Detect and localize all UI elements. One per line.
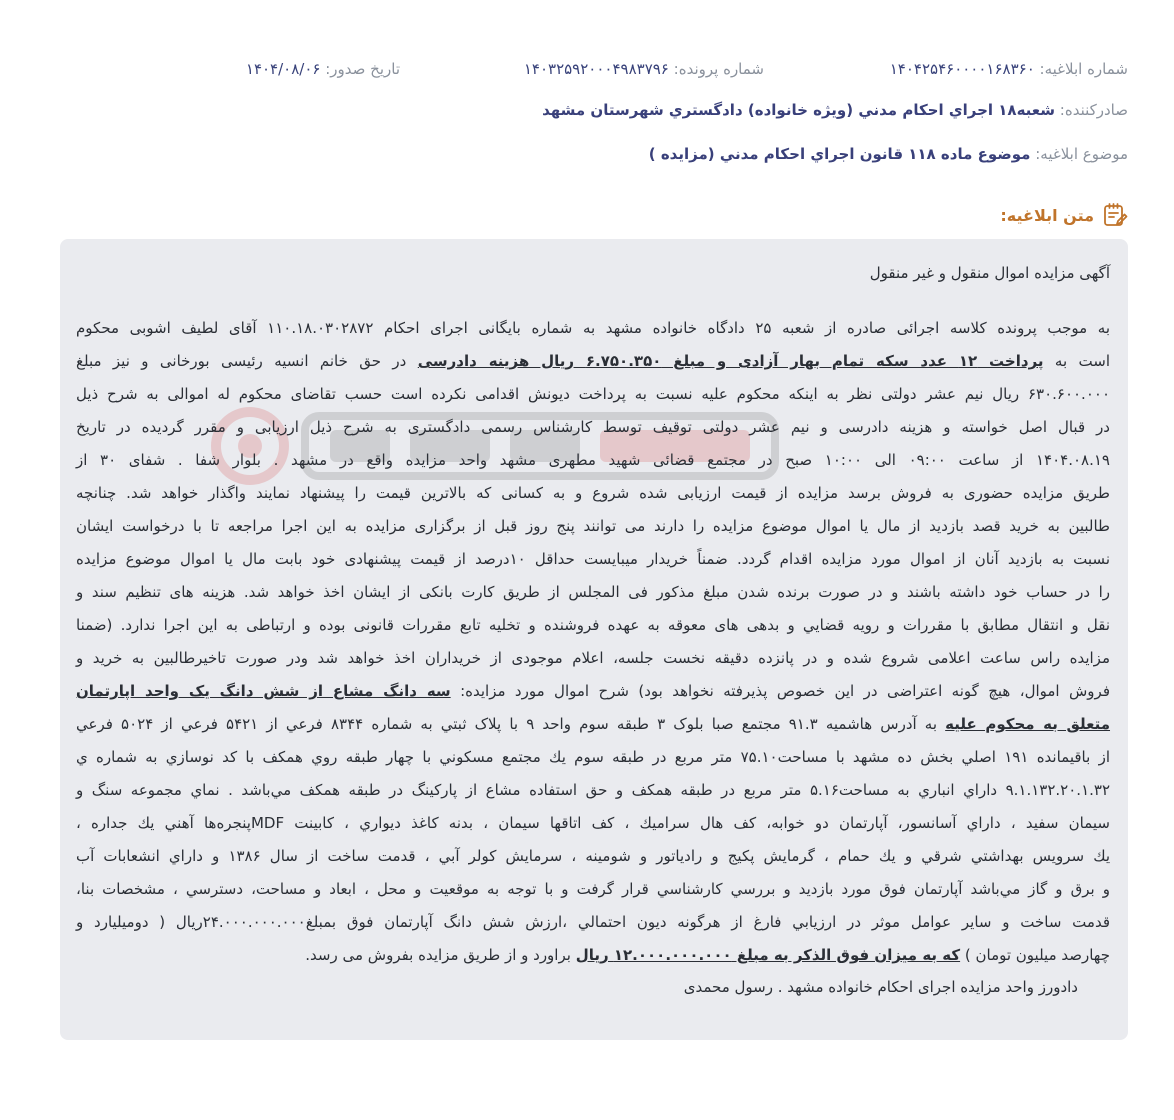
notice-body-text: براورد و از طریق مزایده بفروش می رسد. (305, 946, 576, 964)
notice-body-text: در قبال اصل خواسته و هزینه دادرسی و نیم عشر دولتی توقیف توسط کارشناس رسمی دادگستری به شرح ذیل ارزیابی و مقرر گردیده در تاریخ (76, 418, 1110, 436)
header-row (46, 58, 1128, 80)
notice-body-text: به موجب پرونده کلاسه اجرائی صادره از شعبه ۲۵ دادگاه خانواده مشهد به شماره بایگانی اجرای احکام ۱۱۰.۱۸.۰۳۰۲۸۷۲ آقای لطیف اشوبی محکوم (76, 319, 1110, 337)
notice-body-text: نقل و انتقال مطابق با مقررات و رویه قضايي و بدهی های معوقه به عهده فروشنده و تخلیه تابع مقررات قانونی بوده و ارتباطی به این اجرا ندارد. (ضمنا (76, 616, 1110, 634)
notice-body-text: در حق خانم انسیه رئیسی بورخانی و نیز مبلغ (76, 352, 418, 370)
notice-body-line (76, 774, 1110, 807)
notice-text-title-label: متن ابلاغیه: (1000, 205, 1094, 225)
notice-body-text: نسبت به بازدید آنان از اموال مورد مزایده اقدام گردد. ضمناً خریدار میبایست حداقل ۱۰درصد از قیمت پیشنهادی خود بابت مال یا اموال موضوع مزایده (76, 550, 1110, 568)
notice-body-line (76, 444, 1110, 477)
issue-date-label: تاریخ صدور: (325, 60, 400, 78)
notice-body-line (76, 510, 1110, 543)
notice-body-line (76, 840, 1110, 873)
notice-body-line (76, 477, 1110, 510)
subject-row (649, 143, 1128, 165)
notice-body-text: چهارصد میلیون تومان ) (960, 946, 1110, 964)
notice-body-text: ۱۴۰۴.۰۸.۱۹ از ساعت ۰۹:۰۰ الی ۱۰:۰۰ صبح در مجتمع قضائی شهید مطهری مشهد واحد مزایده واقع در مشهد . بلوار شفا . شفای ۳۰ از (76, 451, 1110, 469)
notice-body-text: فروش اموال، هیچ گونه اعتراضی در این خصوص پذیرفته نخواهد بود) شرح اموال مورد مزایده: (450, 682, 1110, 700)
notice-body-emphasis: که به میزان فوق الذکر به مبلغ ۱۲.۰۰۰.۰۰۰.۰۰۰ ریال (575, 946, 961, 964)
case-number-label: شماره پرونده: (673, 60, 764, 78)
issuer-value: شعبه۱۸ اجراي احكام مدني (ويژه خانواده) دادگستري شهرستان مشهد (542, 101, 1055, 119)
notice-number-label: شماره ابلاغیه: (1039, 60, 1128, 78)
notice-body-emphasis: پرداخت ۱۲ عدد سکه تمام بهار آزادی و مبلغ ۶.۷۵۰.۳۵۰ ریال هزینه دادرسی (417, 352, 1044, 370)
notice-heading: آگهی مزایده اموال منقول و غیر منقول (869, 264, 1110, 282)
subject-label: موضوع ابلاغیه: (1035, 145, 1128, 163)
case-number (524, 58, 764, 80)
notice-body-line (76, 642, 1110, 675)
notice-body-text: و برق و گاز مي‌باشد آپارتمان فوق مورد بازديد و بررسي كارشناسي قرار گرفت و با توجه به موقعيت و محل ، ابعاد و مساحت، دسترسي ، مشخصات بنا، (76, 880, 1110, 898)
notice-body-text: مزایده راس ساعت اعلامی شروع شده و در پانزده دقیقه نخست جلسه، اعلام موجودی از خریداران اخذ خواهد شد ودر صورت تاخیرطالبین به خرید و (76, 649, 1110, 667)
notice-body-emphasis: متعلق به محکوم علیه (945, 715, 1111, 733)
notice-body-text: سيمان سفيد ، داراي آسانسور، آپارتمان دو خوابه، كف هال سراميك ، كف اتاقها سيمان ، بدنه كاغذ ديواري ، كابينت MDFپنجره‌ها آهني يك جداره ، (76, 814, 1110, 832)
notice-body-text: يك سرويس بهداشتي شرقي و يك حمام ، گرمايش پكيج و رادياتور و شومينه ، سرمايش كولر آبي ، قدمت ساخت از سال ۱۳۸۶ و داراي انشعابات آب (76, 847, 1111, 865)
notice-body-text: را در حساب خود داشته باشند و در صورت برنده شدن مبلغ مذکور فی المجلس از طریق کارت بانکی از ایشان اخذ خواهد شد. هزینه های تنظیم سند و (76, 583, 1110, 601)
notice-body-line (76, 411, 1110, 444)
notice-body-line (76, 708, 1110, 741)
notice-body-text: ۶۳۰.۶۰۰.۰۰۰ ریال نیم عشر دولتی نظر به اینکه محکوم علیه نسبت به پرداخت دیونش اقدامی نکرده است حسب تقاضای محکوم له اموالی به شرح ذیل (76, 385, 1110, 403)
notice-body-text: از باقيمانده ۱۹۱ اصلي بخش ده مشهد با مساحت۷۵.۱۰ متر مربع در طبقه سوم يك مجتمع مسكوني با چهار طبقه روي همكف با كد نوسازي به شماره ي (76, 748, 1110, 766)
notice-text-title (1000, 202, 1128, 228)
issue-date (246, 58, 400, 80)
notice-body-line (76, 609, 1110, 642)
notice-body-text: به آدرس هاشمیه ۹۱.۳ مجتمع صبا بلوک ۳ طبقه سوم واحد ۹ با پلاک ثبتي به شماره ۸۳۴۴ فرعي از ۵۴۲۱ فرعي از ۵۰۲۴ فرعي (76, 715, 946, 733)
notice-number-value: ۱۴۰۴۲۵۴۶۰۰۰۰۱۶۸۳۶۰ (889, 60, 1035, 78)
notice-body-line (76, 576, 1110, 609)
notice-body-text: طالبین به خرید قصد بازدید از مال یا اموال موضوع مزایده را دارند می توانند پنج روز قبل از برگزاری مزایده به این اجرا مراجعه تا با درخواست ایشان (76, 517, 1110, 535)
notice-body (76, 312, 1110, 972)
notice-body-line (76, 807, 1110, 840)
notice-body-line (76, 939, 1110, 972)
notice-body-text: طریق مزایده حضوری به فروش برسد مزایده از قیمت ارزیابی شده شروع و به کسانی که بالاترین قیمت را پیشنهاد نمایند واگذار خواهد شد. چنانچه (76, 484, 1110, 502)
notice-body-line (76, 543, 1110, 576)
notice-body-line (76, 675, 1110, 708)
notice-body-line (76, 312, 1110, 345)
notice-body-text: ۹.۱.۱۳۲.۲۰.۱.۳۲ داراي انباري به مساحت۵.۱۶ متر مربع در طبقه همكف و حق استفاده مشاع از پاركينگ در طبقه همكف مي‌باشد . نماي مجموعه سنگ و (76, 781, 1111, 799)
case-number-value: ۱۴۰۳۲۵۹۲۰۰۰۴۹۸۳۷۹۶ (523, 60, 669, 78)
issuer-row (542, 99, 1128, 121)
subject-value: موضوع ماده ۱۱۸ قانون اجراي احكام مدني (مزايده ) (648, 145, 1031, 163)
notice-body-emphasis: سه دانگ مشاع از شش دانگ یک واحد اپارتمان (76, 682, 451, 700)
notice-body-line (76, 873, 1110, 906)
notepad-icon (1102, 202, 1128, 228)
notice-body-line (76, 741, 1110, 774)
notice-body-text: است به (1043, 352, 1111, 370)
issue-date-value: ۱۴۰۴/۰۸/۰۶ (245, 60, 321, 78)
notice-signature: دادورز واحد مزایده اجرای احکام خانواده مشهد . رسول محمدی (683, 978, 1078, 996)
notice-body-line (76, 378, 1110, 411)
notice-body-line (76, 345, 1110, 378)
issuer-label: صادرکننده: (1059, 101, 1128, 119)
notice-body-text: قدمت ساخت و ساير عوامل موثر در ارزيابي فارغ از هرگونه ديون احتمالي ،ارزش شش دانگ آپارتمان فوق بمبلغ۲۴.۰۰۰.۰۰۰.۰۰۰ريال ( دوميليارد و (76, 913, 1110, 931)
notice-number (890, 58, 1128, 80)
notice-body-line (76, 906, 1110, 939)
